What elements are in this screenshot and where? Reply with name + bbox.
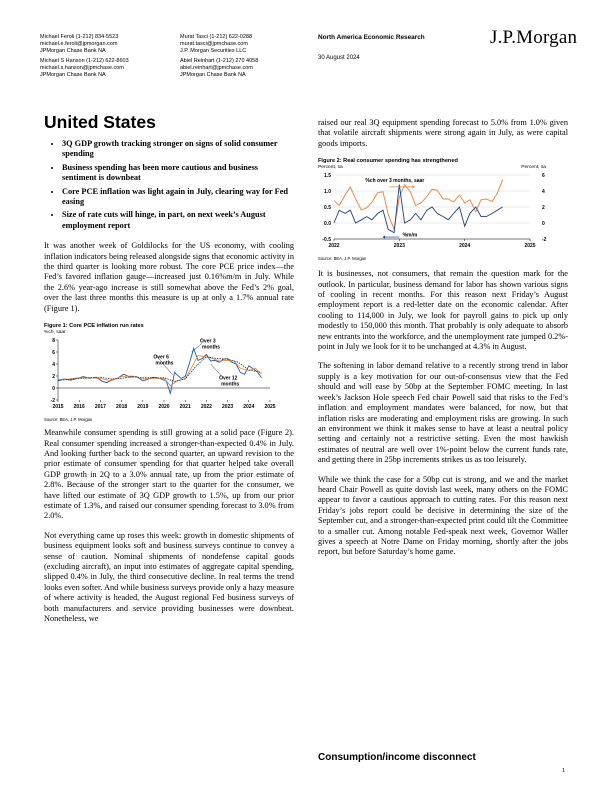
body-paragraph: It was another week of Goldilocks for the US economy, with cooling inflation indicators being released alongside signs that economic activity in the third quarter is looking more robust. The core PCE price index—the Fed’s favored inflation gauge—increased just 0.16%m/m in July. While the 2.6% year-ago increase is still somewhat above the Fed’s 2% goal, over the last three months this measure is up at only a 1.7% annual rate (Figure 1).: [44, 241, 294, 313]
left-tick-label: -0.5: [322, 237, 331, 244]
contact-reinhart: [180, 58, 320, 79]
y-tick-label: 0: [52, 385, 55, 392]
left-tick-label: 0.5: [324, 205, 331, 212]
x-tick-label: 2025: [524, 243, 536, 250]
contact-name: Michael S Hanson (1-212) 622-8603: [40, 58, 129, 64]
key-point: • 3Q GDP growth tracking stronger on signs of solid consumer spending: [62, 139, 294, 160]
annotation-pointer: [192, 343, 202, 352]
body-paragraph: Not everything came up roses this week: growth in domestic shipments of business equipment looks soft and business surveys continue to convey a sense of caution. Nominal shipments of nondefense capital goods (excluding aircraft), an input into estimates of aggregate capital spending, slipped 0.4% in July, the third consecutive decline. In real terms the trend looks even softer. And while business surveys provide only a hazy measure of where activity is headed, the August regional Fed business surveys of both manufacturers and service providing businesses were downbeat. Nonetheless, we: [44, 530, 294, 623]
contact-tasci: [180, 34, 320, 55]
y-tick-label: 8: [52, 337, 55, 344]
contact-name: Abiel Reinhart (1-212) 270 4058: [180, 58, 259, 64]
left-tick-label: 0.0: [324, 221, 331, 228]
annotation-label: months: [202, 344, 221, 351]
body-paragraph: raised our real 3Q equipment spending forecast to 5.0% from 1.0% given that volatile aircraft shipments were strong again in July, as were capital goods imports.: [318, 118, 568, 148]
contact-hanson: [40, 58, 180, 79]
x-tick-label: 2017: [94, 404, 106, 411]
contact-email[interactable]: abiel.reinhart@jpmchase.com: [180, 65, 253, 72]
key-points-list: [44, 139, 294, 231]
right-tick-label: 2: [542, 205, 545, 212]
x-tick-label: 2022: [200, 404, 212, 411]
x-tick-label: 2024: [243, 404, 255, 411]
right-column: [318, 118, 568, 567]
contact-org: JPMorgan Chase Bank NA: [40, 48, 106, 55]
x-tick-label: 2025: [264, 404, 276, 411]
section-title: United States: [44, 112, 156, 132]
body-paragraph: Meanwhile consumer spending is still growing at a solid pace (Figure 2). Real consumer spending increased a stronger-than-expected 0.4% in July. And looking further back to the second quarter, an upward revision to the prior estimate of consumer spending for that quarter helped take overall GDP growth in 2Q to a 3.0% annual rate, up from the prior estimate of 2.8%. Because of the stronger start to the quarter for the consumer, we have lifted our estimate of 3Q GDP growth to 1.5%, up from our prior estimate of 1.3%, and raised our consumer spending forecast to 3.0% from 2.0%.: [44, 428, 294, 521]
page-number: 1: [562, 768, 566, 774]
figure-1-unit: %ch, saar: [44, 330, 66, 336]
right-tick-label: 4: [542, 189, 545, 196]
left-tick-label: 1.0: [324, 189, 331, 196]
report-title: North America Economic Research: [318, 34, 425, 41]
contact-feroli: [40, 34, 180, 55]
key-point: • Business spending has been more cautious and business sentiment is downbeat: [62, 163, 294, 184]
figure-2: [318, 158, 568, 261]
key-point: • Size of rate cuts will hinge, in part, on next week’s August employment report: [62, 210, 294, 231]
y-tick-label: 6: [52, 349, 55, 356]
x-tick-label: 2022: [328, 243, 340, 250]
arrow-head-right: [412, 185, 415, 188]
figure-2-chart: [318, 171, 568, 251]
annotation-label: Over 12: [219, 375, 238, 382]
report-date: 30 August 2024: [318, 55, 360, 61]
left-tick-label: 1.5: [324, 173, 331, 180]
x-tick-label: 2016: [73, 404, 85, 411]
annotation-label: Over 6: [153, 354, 169, 361]
figure-1-source: Source: BEA, J.P. Morgan: [44, 417, 93, 423]
figure-2-source: Source: BEA, J.P. Morgan: [318, 256, 367, 262]
contact-name: Michael Feroli (1-212) 834-5523: [40, 34, 119, 40]
contact-org: JPMorgan Chase Bank NA: [180, 72, 246, 79]
body-paragraph: It is businesses, not consumers, that remain the question mark for the outlook. In particular, business demand for labor has shown various signs of cooling in recent months. For this reason next Friday’s August employment report is a red-letter date on the economic calendar. After cooling to 114,000 in July, we look for payroll gains to pick up only modestly to 150,000 this month. That probably is only adequate to absorb new entrants into the workforce, and the unemployment rate jumped 0.2%-point in July we look for it to be unchanged at 4.3% in August.: [318, 269, 568, 352]
key-point: • Core PCE inflation was light again in July, clearing way for Fed easing: [62, 187, 294, 208]
contact-email[interactable]: michael.s.hanson@jpmchase.com: [40, 65, 124, 72]
left-column: [44, 112, 294, 633]
figure-2-title: Figure 2: Real consumer spending has strengthened: [318, 158, 458, 165]
x-tick-label: 2019: [137, 404, 149, 411]
x-tick-label: 2020: [158, 404, 170, 411]
annotation-label: months: [155, 360, 174, 367]
annotation-pointer: [211, 364, 221, 376]
figure-1: [44, 323, 294, 422]
body-paragraph: While we think the case for a 50bp cut is strong, and we and the market heard Chair Powell as quite dovish last week, many others on the FOMC appear to favor a cautious approach to cutting rates. For this reason next Friday’s jobs report could be decisive in determining the size of the September cut, and a stronger-than-expected print could tilt the Committee to a smaller cut. Among notable Fed-speak next week, Governor Waller gives a speech at Notre Dame on Friday morning, shortly after the jobs report, but before Saturday’s home game.: [318, 474, 568, 557]
x-tick-label: 2023: [222, 404, 234, 411]
contact-name: Murat Tasci (1-212) 622-0288: [180, 34, 253, 40]
right-tick-label: 6: [542, 173, 545, 180]
x-tick-label: 2023: [393, 243, 405, 250]
body-paragraph: The softening in labor demand relative to a recently strong trend in labor supply is a key motivation for our out-of-consensus view that the Fed should and will ease by 50bp at the September FOMC meeting. In last week’s Jackson Hole speech Fed chair Powell said that risks to the Fed’s inflation and employment mandates were balanced, for now, but that inflation risks are moderating and employment risks are growing. In such an environment we think it makes sense to have at least a neutral policy setting and certainly not a restrictive setting. Even the most hawkish estimates of neutral are well over 1%-point below the current funds rate, and getting there in 25bp increments strikes us as too leisurely.: [318, 361, 568, 465]
x-tick-label: 2021: [179, 404, 191, 411]
series-line-3m-saar: [334, 180, 503, 230]
y-tick-label: 4: [52, 361, 55, 368]
contact-email[interactable]: murat.tasci@jpmchase.com: [180, 41, 248, 48]
arrow-head-left: [382, 236, 385, 239]
right-tick-label: -2: [542, 237, 547, 244]
contact-org: J.P. Morgan Securities LLC: [180, 48, 247, 55]
series-label-mm: %m/m: [402, 232, 418, 239]
figure-2-left-unit: Percent, sa: [318, 165, 343, 171]
x-tick-label: 2015: [52, 404, 64, 411]
annotation-label: months: [221, 381, 240, 388]
annotation-label: Over 3: [200, 338, 216, 345]
figure-1-title: Figure 1: Core PCE inflation run rates: [44, 323, 144, 330]
series-label-3m: %ch over 3 months, saar: [365, 178, 425, 185]
x-tick-label: 2024: [459, 243, 471, 250]
contact-email[interactable]: michael.e.feroli@jpmorgan.com: [40, 41, 118, 48]
figure-1-chart: [44, 336, 294, 412]
right-tick-label: 0: [542, 221, 545, 228]
contact-org: JPMorgan Chase Bank NA: [40, 72, 106, 79]
subsection-title: Consumption/income disconnect: [318, 752, 476, 763]
jpmorgan-logo: J.P.Morgan: [490, 27, 578, 48]
x-tick-label: 2018: [116, 404, 128, 411]
figure-2-right-unit: Percent, sa: [521, 165, 546, 171]
y-tick-label: -2: [50, 397, 55, 404]
y-tick-label: 2: [52, 373, 55, 380]
